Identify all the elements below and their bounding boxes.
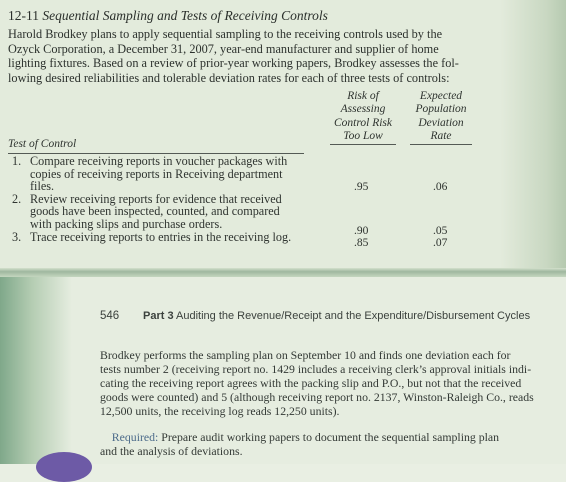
required-paragraph	[100, 430, 499, 458]
required-label: Required:	[111, 430, 159, 444]
body-line: tests number 2 (receiving report no. 1429 includes a receiving clerk’s approval initials indi-	[100, 362, 532, 377]
decorative-tab	[36, 452, 92, 482]
header-line: Expected	[419, 90, 463, 102]
part-label: Part 3	[143, 310, 174, 322]
header-line: Risk of	[347, 90, 379, 102]
body-line: cating the receiving report agrees with the packing slip and P.O., but not that the received	[100, 376, 522, 391]
header-line: Too Low	[343, 129, 383, 142]
test-text: copies of receiving reports in Receiving department	[30, 166, 283, 181]
intro-line: lowing desired reliabilities and tolerable deviation rates for each of three tests of controls:	[8, 70, 450, 85]
test-text: Compare receiving reports in voucher packages with	[30, 154, 288, 168]
test-row	[8, 193, 328, 231]
test-text: with packing slips and purchase orders.	[30, 216, 223, 231]
rate-value: .05	[433, 225, 448, 237]
problem-number: 12-11	[8, 8, 39, 23]
tests-list	[8, 155, 328, 243]
body-line: goods were counted) and 5 (although receiving report no. 2137, Winston-Raleigh Co., reads	[100, 390, 534, 405]
risk-value: .85	[354, 237, 369, 249]
test-row	[8, 155, 328, 193]
page-edge-shadow	[500, 0, 566, 276]
page-margin	[0, 277, 72, 464]
next-page	[0, 277, 566, 464]
column-header-rate	[410, 90, 472, 145]
part-title: Auditing the Revenue/Receipt and the Expenditure/Disbursement Cycles	[176, 310, 531, 322]
header-line: Control Risk	[333, 116, 393, 129]
test-text: Trace receiving reports to entries in the receiving log.	[30, 229, 292, 244]
intro-line: Harold Brodkey plans to apply sequential sampling to the receiving controls used by the	[8, 27, 443, 41]
test-number: 2.	[12, 191, 22, 206]
header-line: Rate	[430, 129, 452, 142]
test-number: 1.	[12, 154, 22, 168]
risk-value: .95	[354, 181, 369, 193]
column-header-risk	[326, 90, 400, 145]
problem-title-text: Sequential Sampling and Tests of Receiving Controls	[42, 8, 328, 23]
test-text: goods have been inspected, counted, and compared	[30, 204, 280, 219]
running-head	[143, 310, 530, 322]
intro-line: Ozyck Corporation, a December 31, 2007, year-end manufacturer and supplier of home	[8, 41, 439, 56]
risk-value: .90	[354, 225, 369, 237]
body-line: 12,500 units, the receiving log reads 12,250 units).	[100, 404, 340, 419]
problem-title	[8, 8, 328, 24]
rate-value: .06	[433, 181, 448, 193]
header-line: Deviation	[418, 116, 464, 129]
test-text: files.	[30, 179, 55, 194]
test-number: 3.	[12, 229, 22, 244]
required-text: Prepare audit working papers to document the sequential sampling plan	[158, 430, 500, 444]
column-header-test: Test of Control	[8, 138, 77, 150]
problem-intro	[8, 27, 508, 85]
test-text: Review receiving reports for evidence that received	[30, 191, 282, 206]
rate-value: .07	[433, 237, 448, 249]
header-rule	[410, 144, 472, 145]
required-text: and the analysis of deviations.	[100, 444, 243, 459]
body-line: Brodkey performs the sampling plan on September 10 and finds one deviation each for	[100, 348, 511, 362]
page-divider	[0, 268, 566, 277]
header-rule	[330, 144, 396, 145]
body-paragraph	[100, 348, 560, 418]
test-row	[8, 231, 328, 244]
page-number: 546	[100, 310, 120, 322]
header-line: Population	[415, 103, 467, 116]
header-line: Assessing	[340, 103, 386, 116]
intro-line: lighting fixtures. Based on a review of prior-year working papers, Brodkey assesses the fol-	[8, 56, 459, 71]
